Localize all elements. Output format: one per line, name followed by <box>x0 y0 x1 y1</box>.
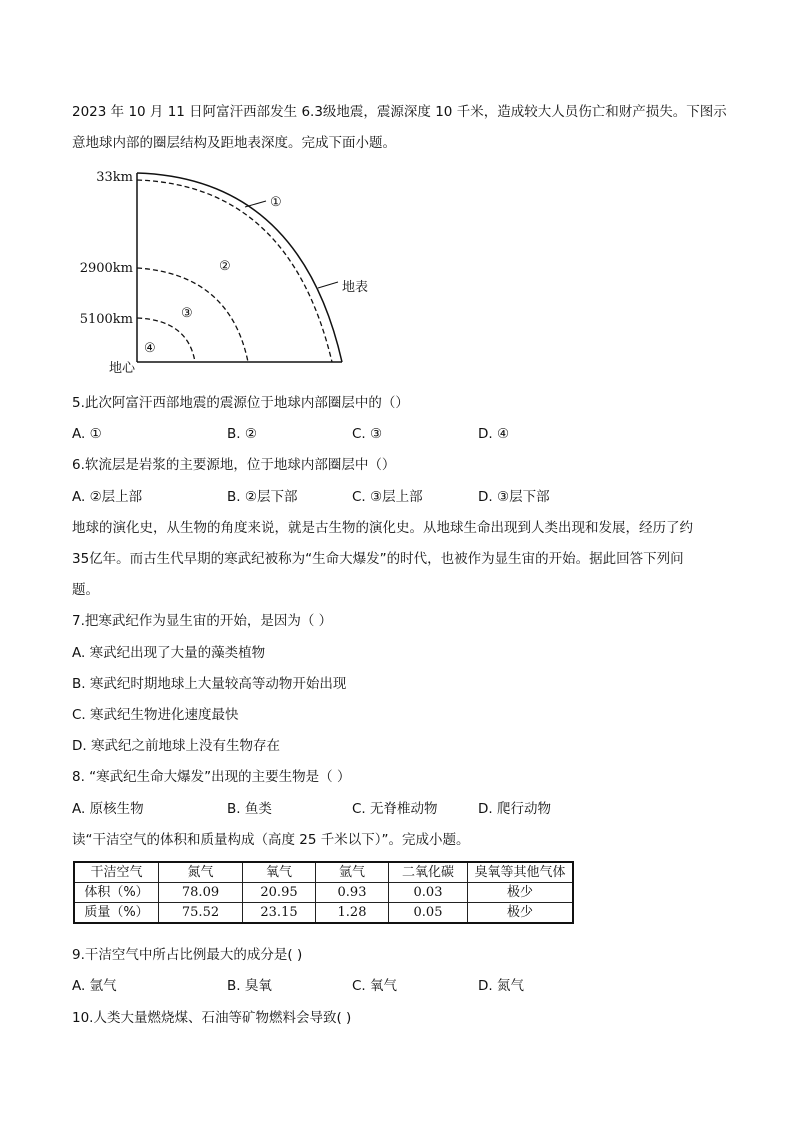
table-row <box>74 883 573 903</box>
table-header-row <box>74 862 573 883</box>
layer-marker-2: ② <box>219 259 231 274</box>
table-cell: 20.95 <box>243 883 316 903</box>
earth-layers-diagram <box>80 164 380 380</box>
depth-label-33: 33km <box>96 170 133 185</box>
q6-stem: 6.软流层是岩浆的主要源地，位于地球内部圈层中（） <box>72 457 396 473</box>
moho-boundary <box>137 180 332 362</box>
passage3-line-1: 读“干洁空气的体积和质量构成（高度 25 千米以下）”。完成小题。 <box>72 832 470 848</box>
passage2-line-3: 题。 <box>72 582 99 598</box>
intro-line-2: 意地球内部的圈层结构及距地表深度。完成下面小题。 <box>72 135 396 151</box>
q7-option-a[interactable]: A. 寒武纪出现了大量的藻类植物 <box>72 645 266 661</box>
q6-option-c[interactable]: C. ③层上部 <box>352 489 423 505</box>
center-label: 地心 <box>108 361 135 376</box>
table-cell: 极少 <box>468 903 574 924</box>
table-header-cell: 氧气 <box>243 862 316 883</box>
table-header-cell: 氮气 <box>159 862 243 883</box>
q6-option-d[interactable]: D. ③层下部 <box>478 489 550 505</box>
q5-option-b[interactable]: B. ② <box>227 426 257 442</box>
table-cell: 75.52 <box>159 903 243 924</box>
q5-option-c[interactable]: C. ③ <box>352 426 383 442</box>
table-cell: 质量（%） <box>74 903 159 924</box>
table-header-cell: 二氧化碳 <box>389 862 468 883</box>
layer-marker-3: ③ <box>181 306 193 321</box>
q8-stem: 8. “寒武纪生命大爆发”出现的主要生物是（ ） <box>72 769 351 785</box>
q8-option-c[interactable]: C. 无脊椎动物 <box>352 801 438 817</box>
table-cell: 1.28 <box>316 903 389 924</box>
table-cell: 0.93 <box>316 883 389 903</box>
table-header-cell: 氩气 <box>316 862 389 883</box>
table-cell: 极少 <box>468 883 574 903</box>
q7-stem: 7.把寒武纪作为显生宙的开始，是因为（ ） <box>72 613 333 629</box>
pointer-line-surface <box>318 282 338 288</box>
q8-option-d[interactable]: D. 爬行动物 <box>478 801 551 817</box>
table-header-cell: 臭氧等其他气体 <box>468 862 574 883</box>
q9-option-a[interactable]: A. 氩气 <box>72 978 117 994</box>
table-cell: 78.09 <box>159 883 243 903</box>
surface-label: 地表 <box>342 280 369 295</box>
air-composition-table <box>73 861 574 924</box>
table-cell: 0.03 <box>389 883 468 903</box>
q8-option-a[interactable]: A. 原核生物 <box>72 801 144 817</box>
q9-option-b[interactable]: B. 臭氧 <box>227 978 272 994</box>
table-cell: 体积（%） <box>74 883 159 903</box>
q9-option-c[interactable]: C. 氧气 <box>352 978 398 994</box>
passage2-line-2: 35亿年。而古生代早期的寒武纪被称为“生命大爆发”的时代，也被作为显生宙的开始。据此回答下列问 <box>72 551 684 567</box>
q7-option-b[interactable]: B. 寒武纪时期地球上大量较高等动物开始出现 <box>72 676 347 692</box>
q9-option-d[interactable]: D. 氮气 <box>478 978 524 994</box>
layer-marker-1: ① <box>270 195 282 210</box>
intro-line-1: 2023 年 10 月 11 日阿富汗西部发生 6.3级地震，震源深度 10 千米，造成较大人员伤亡和财产损失。下图示 <box>72 104 727 120</box>
depth-label-5100: 5100km <box>80 312 133 327</box>
q6-option-a[interactable]: A. ②层上部 <box>72 489 143 505</box>
q6-option-b[interactable]: B. ②层下部 <box>227 489 298 505</box>
table-row <box>74 903 573 924</box>
pointer-line-1 <box>245 201 266 207</box>
q5-option-d[interactable]: D. ④ <box>478 426 510 442</box>
table-header-cell: 干洁空气 <box>74 862 159 883</box>
q5-stem: 5.此次阿富汗西部地震的震源位于地球内部圈层中的（） <box>72 395 409 411</box>
q5-option-a[interactable]: A. ① <box>72 426 102 442</box>
q9-stem: 9.干洁空气中所占比例最大的成分是( ) <box>72 947 303 963</box>
q8-option-b[interactable]: B. 鱼类 <box>227 801 272 817</box>
passage2-line-1: 地球的演化史，从生物的角度来说，就是古生物的演化史。从地球生命出现到人类出现和发展，经历了约 <box>72 520 693 536</box>
table-cell: 0.05 <box>389 903 468 924</box>
depth-label-2900: 2900km <box>80 261 133 276</box>
layer-marker-4: ④ <box>144 341 156 356</box>
q7-option-c[interactable]: C. 寒武纪生物进化速度最快 <box>72 707 239 723</box>
q7-option-d[interactable]: D. 寒武纪之前地球上没有生物存在 <box>72 738 280 754</box>
q10-stem: 10.人类大量燃烧煤、石油等矿物燃料会导致( ) <box>72 1010 352 1026</box>
table-cell: 23.15 <box>243 903 316 924</box>
